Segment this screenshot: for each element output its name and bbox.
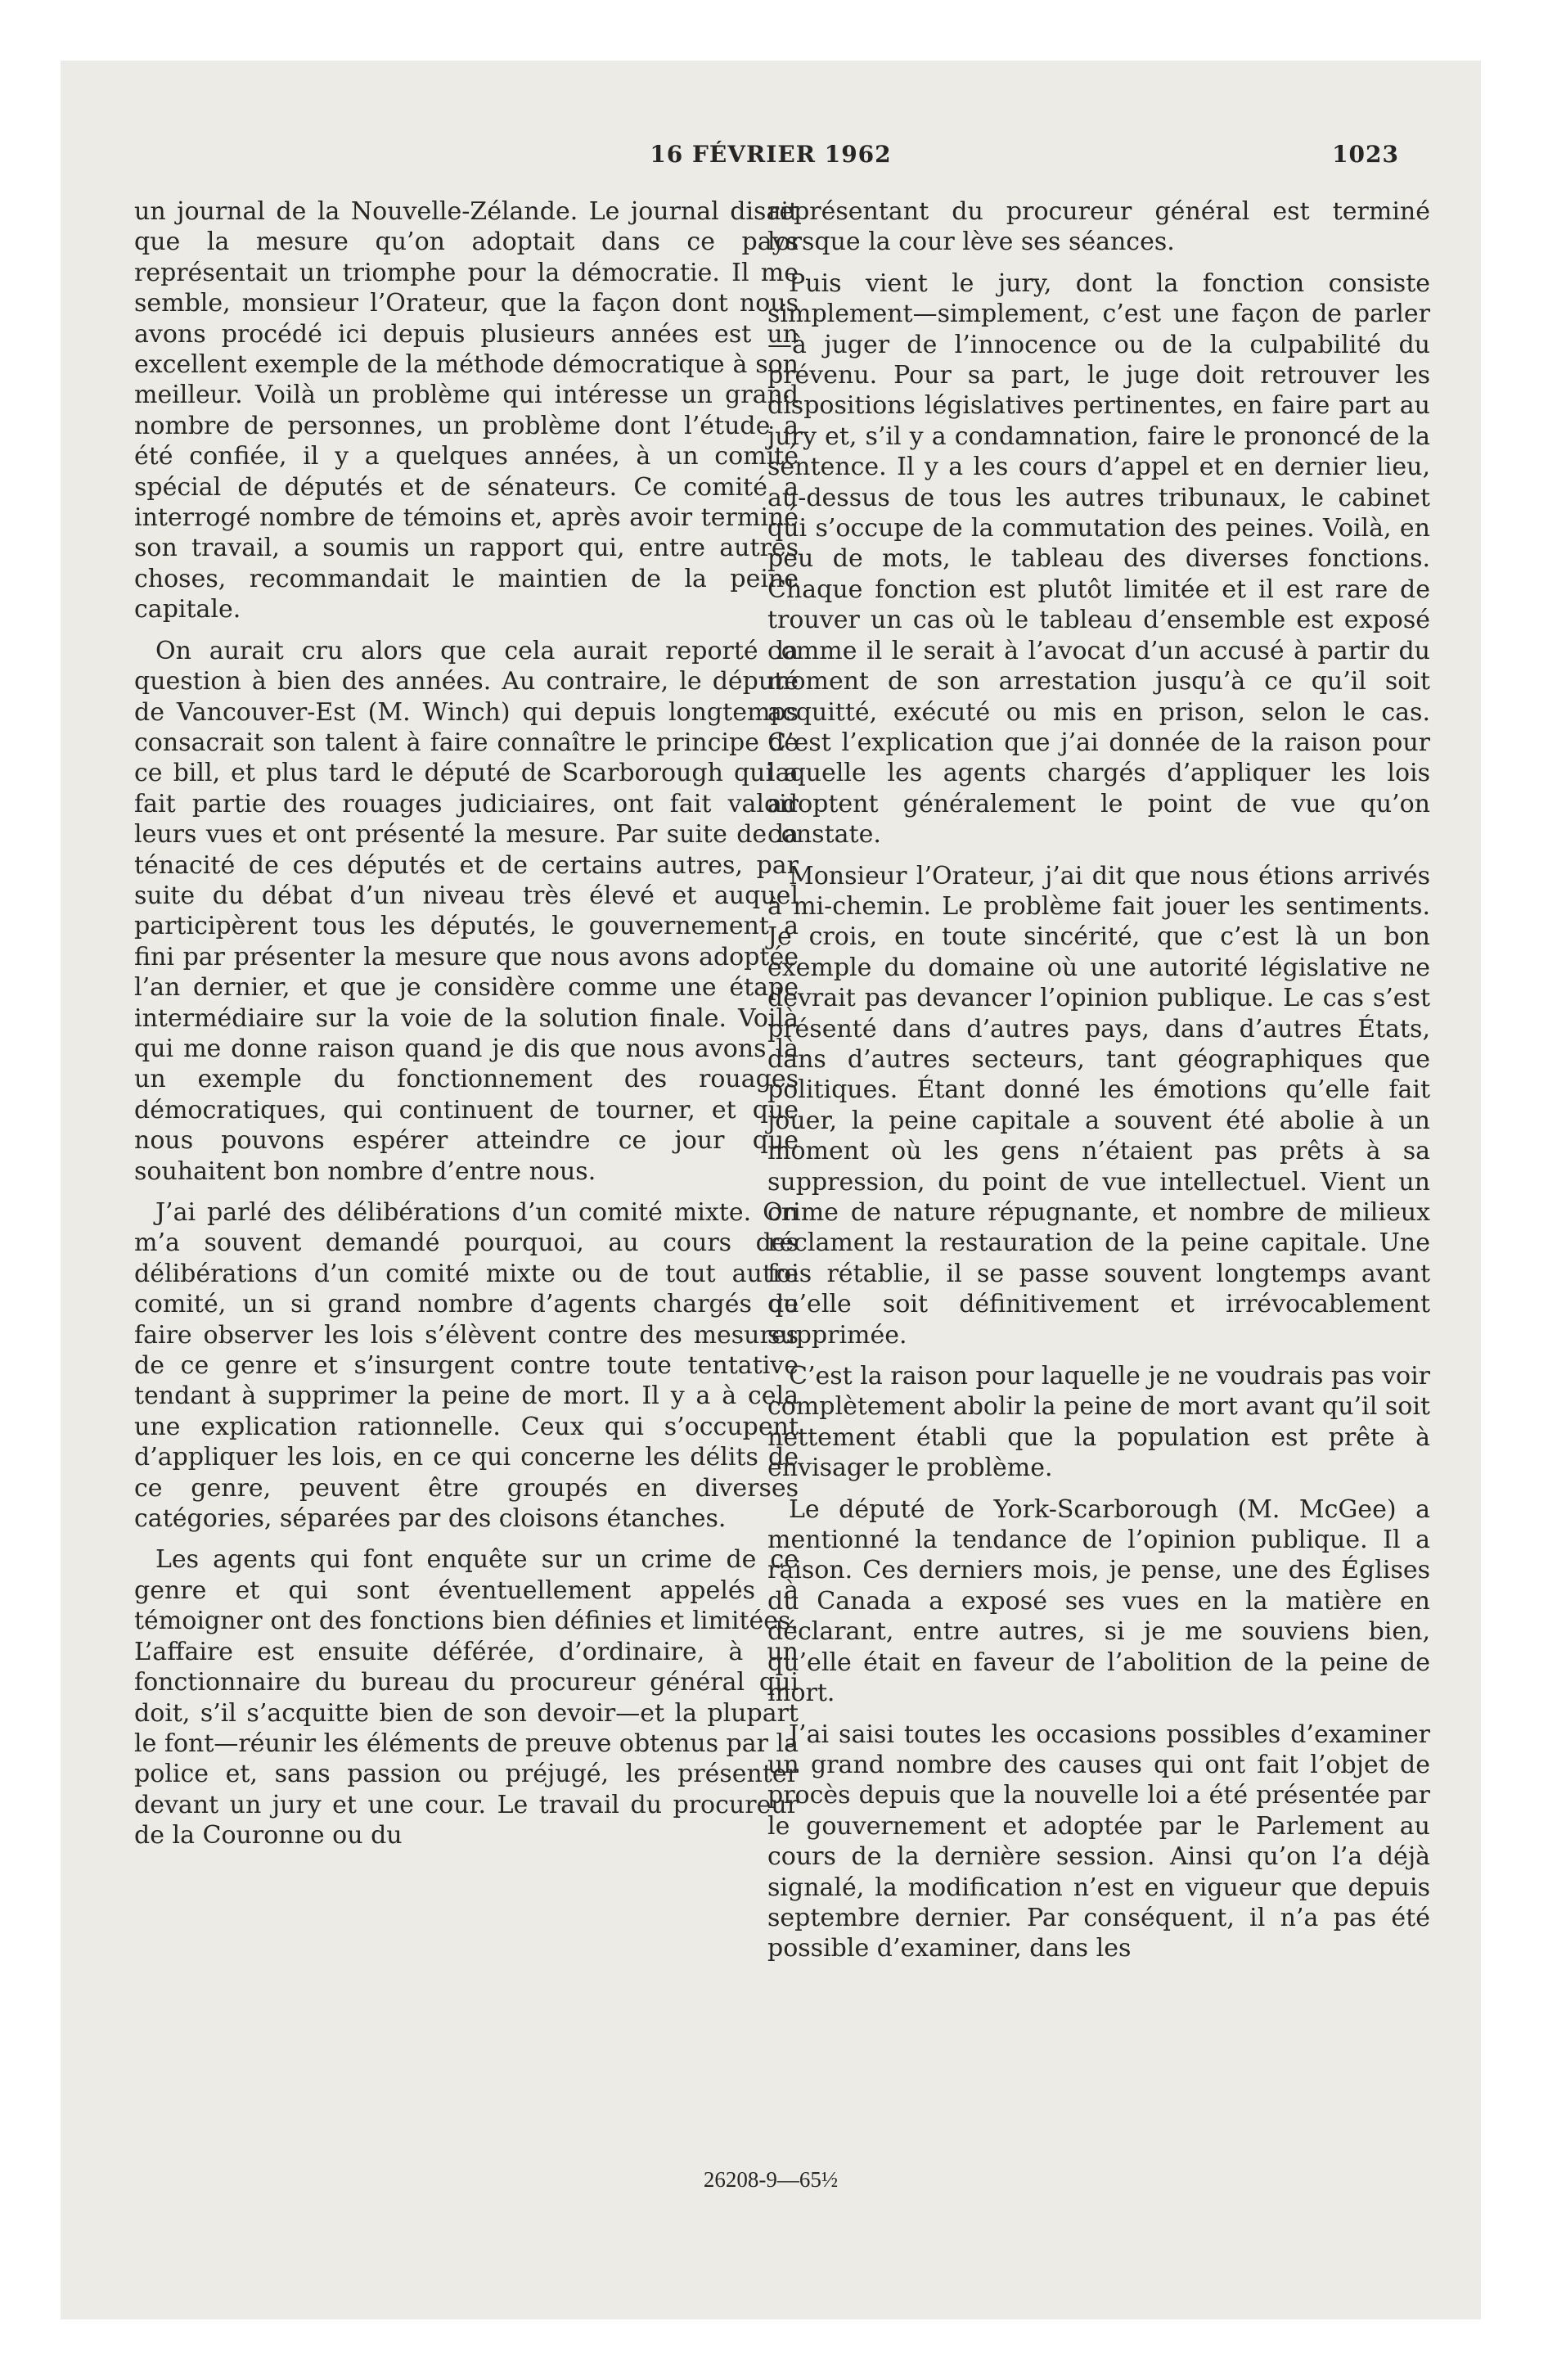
- page-number: 1023: [1332, 141, 1399, 168]
- paragraph: Le député de York-Scarborough (M. McGee) a mentionné la tendance de l’opinion publique. Il a raison. Ces derniers mois, je pense, une des Églises du Canada a exposé ses vues en la matière en déclarant, entre autres, si je me souviens bien, qu’elle était en faveur de l’abolition de la peine de mort.: [767, 1494, 1430, 1708]
- paragraph: On aurait cru alors que cela aurait reporté la question à bien des années. Au contraire, le député de Vancouver-Est (M. Winch) qui depuis longtemps consacrait son talent à faire connaître le principe de ce bill, et plus tard le député de Scarborough qui a fait partie des rouages judiciaires, ont fait valoir leurs vues et ont présenté la mesure. Par suite de la ténacité de ces députés et de certains autres, par suite du débat d’un niveau très élevé et auquel participèrent tous les députés, le gouvernement a fini par présenter la mesure que nous avons adoptée l’an dernier, et que je considère comme une étape intermédiaire sur la voie de la solution finale. Voilà qui me donne raison quand je dis que nous avons là un exemple du fonctionnement des rouages démocratiques, qui continuent de tourner, et que nous pouvons espérer atteindre ce jour que souhaitent bon nombre d’entre nous.: [134, 636, 799, 1186]
- paragraph: C’est la raison pour laquelle je ne voudrais pas voir complètement abolir la peine de mort avant qu’il soit nettement établi que la population est prête à envisager le problème.: [767, 1362, 1430, 1483]
- right-column: [767, 196, 1430, 1975]
- printer-signature-code: 26208-9—65½: [703, 2167, 839, 2192]
- paragraph: Les agents qui font enquête sur un crime de ce genre et qui sont éventuellement appelés à témoigner ont des fonctions bien définies et limitées. L’affaire est ensuite déférée, d’ordinaire, à un fonctionnaire du bureau du procureur général qui doit, s’il s’acquitte bien de son devoir—et la plupart le font—réunir les éléments de preuve obtenus par la police et, sans passion ou préjugé, les présenter devant un jury et une cour. Le travail du procureur de la Couronne ou du: [134, 1545, 799, 1850]
- left-column: [134, 196, 799, 1862]
- paragraph: J’ai saisi toutes les occasions possibles d’examiner un grand nombre des causes qui ont fait l’objet de procès depuis que la nouvelle loi a été présentée par le gouvernement et adoptée par le Parlement au cours de la dernière session. Ainsi qu’on l’a déjà signalé, la modification n’est en vigueur que depuis septembre dernier. Par conséquent, il n’a pas été possible d’examiner, dans les: [767, 1720, 1430, 1963]
- paragraph: un journal de la Nouvelle-Zélande. Le journal disait que la mesure qu’on adoptait dans ce pays représentait un triomphe pour la démocratie. Il me semble, monsieur l’Orateur, que la façon dont nous avons procédé ici depuis plusieurs années est un excellent exemple de la méthode démocratique à son meilleur. Voilà un problème qui intéresse un grand nombre de personnes, un problème dont l’étude a été confiée, il y a quelques années, à un comité spécial de députés et de sénateurs. Ce comité a interrogé nombre de témoins et, après avoir terminé son travail, a soumis un rapport qui, entre autres choses, recommandait le maintien de la peine capitale.: [134, 197, 799, 624]
- paragraph: représentant du procureur général est terminé lorsque la cour lève ses séances.: [767, 197, 1430, 257]
- paragraph: Puis vient le jury, dont la fonction consiste simplement—simplement, c’est une façon de parler—à juger de l’innocence ou de la culpabilité du prévenu. Pour sa part, le juge doit retrouver les dispositions législatives pertinentes, en faire part au jury et, s’il y a condamnation, faire le prononcé de la sentence. Il y a les cours d’appel et en dernier lieu, au-dessus de tous les autres tribunaux, le cabinet qui s’occupe de la commutation des peines. Voilà, en peu de mots, le tableau des diverses fonctions. Chaque fonction est plutôt limitée et il est rare de trouver un cas où le tableau d’ensemble est exposé comme il le serait à l’avocat d’un accusé à partir du moment de son arrestation jusqu’à ce qu’il soit acquitté, exécuté ou mis en prison, selon le cas. C’est l’explication que j’ai donnée de la raison pour laquelle les agents chargés d’appliquer les lois adoptent généralement le point de vue qu’on constate.: [767, 268, 1430, 850]
- paragraph: J’ai parlé des délibérations d’un comité mixte. On m’a souvent demandé pourquoi, au cours des délibérations d’un comité mixte ou de tout autre comité, un si grand nombre d’agents chargés de faire observer les lois s’élèvent contre des mesures de ce genre et s’insurgent contre toute tentative tendant à supprimer la peine de mort. Il y a à cela une explication rationnelle. Ceux qui s’occupent d’appliquer les lois, en ce qui concerne les délits de ce genre, peuvent être groupés en diverses catégories, séparées par des cloisons étanches.: [134, 1198, 799, 1534]
- scanned-page: [61, 61, 1481, 2319]
- running-head: [61, 141, 1481, 174]
- paragraph: Monsieur l’Orateur, j’ai dit que nous étions arrivés à mi-chemin. Le problème fait jouer les sentiments. Je crois, en toute sincérité, que c’est là un bon exemple du domaine où une autorité législative ne devrait pas devancer l’opinion publique. Le cas s’est présenté dans d’autres pays, dans d’autres États, dans d’autres secteurs, tant géographiques que politiques. Étant donné les émotions qu’elle fait jouer, la peine capitale a souvent été abolie à un moment où les gens n’étaient pas prêts à sa suppression, du point de vue intellectuel. Vient un crime de nature répugnante, et nombre de milieux réclament la restauration de la peine capitale. Une fois rétablie, il se passe souvent longtemps avant qu’elle soit définitivement et irrévocablement supprimée.: [767, 861, 1430, 1350]
- header-date: 16 FÉVRIER 1962: [650, 141, 892, 168]
